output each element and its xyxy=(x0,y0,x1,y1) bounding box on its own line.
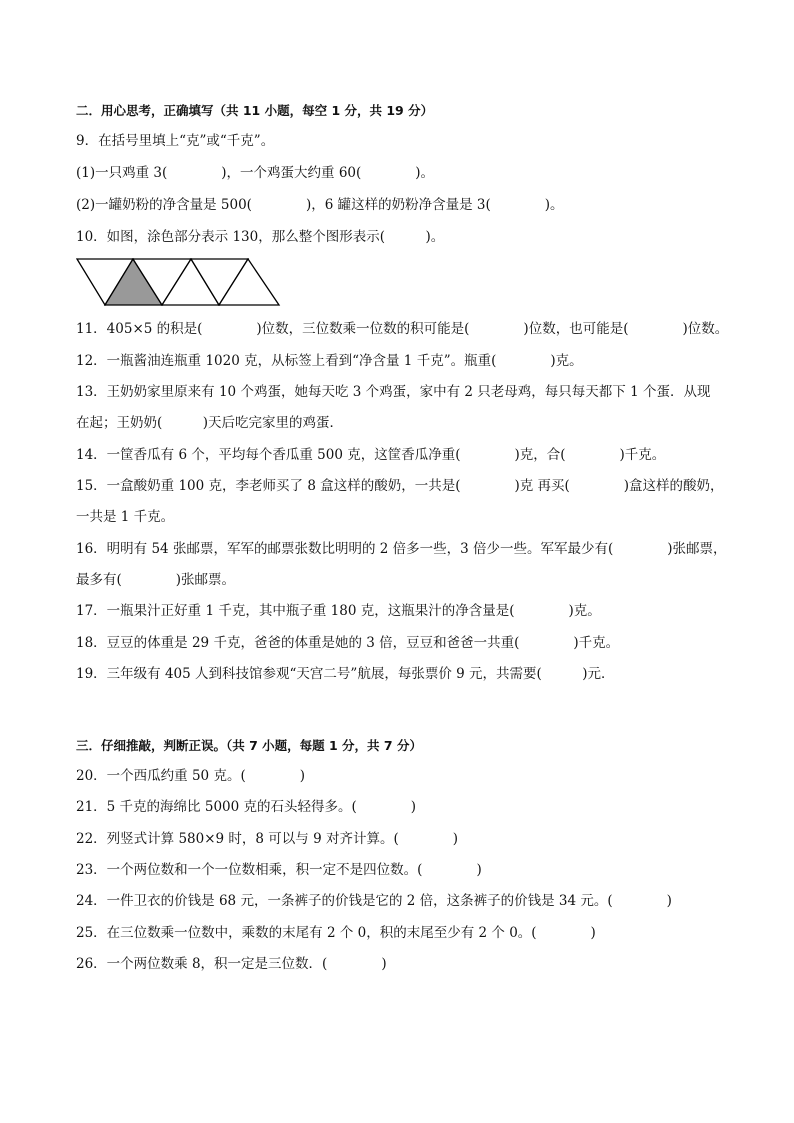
question-21: 21．5 千克的海绵比 5000 克的石头轻得多。( ) xyxy=(76,799,417,815)
question-22: 22．列竖式计算 580×9 时，8 可以与 9 对齐计算。( ) xyxy=(76,831,459,847)
triangle-strip-figure xyxy=(76,258,282,306)
question-10: 10．如图，涂色部分表示 130，那么整个图形表示( )。 xyxy=(76,229,445,245)
question-20: 20．一个西瓜约重 50 克。( ) xyxy=(76,768,305,784)
question-9-part-2: (2)一罐奶粉的净含量是 500( )，6 罐这样的奶粉净含量是 3( )。 xyxy=(76,197,564,213)
question-16: 16．明明有 54 张邮票，军军的邮票张数比明明的 2 倍多一些，3 倍少一些。军军最少有( )张邮票， xyxy=(76,541,727,557)
question-12: 12．一瓶酱油连瓶重 1020 克，从标签上看到“净含量 1 千克”。瓶重( )克。 xyxy=(76,353,583,369)
question-14: 14．一筐香瓜有 6 个，平均每个香瓜重 500 克，这筐香瓜净重( )克，合( )千克。 xyxy=(76,447,666,463)
question-19: 19．三年级有 405 人到科技馆参观“天宫二号”航展，每张票价 9 元，共需要( )元． xyxy=(76,666,615,682)
question-13-continued: 在起；王奶奶( )天后吃完家里的鸡蛋． xyxy=(76,415,344,431)
question-9-part-1: (1)一只鸡重 3( )，一个鸡蛋大约重 60( )。 xyxy=(76,165,435,181)
question-9: 9．在括号里填上“克”或“千克”。 xyxy=(76,133,275,149)
question-25: 25．在三位数乘一位数中，乘数的末尾有 2 个 0，积的末尾至少有 2 个 0。( ) xyxy=(76,925,596,941)
section-2-heading: 二．用心思考，正确填写（共 11 小题，每空 1 分，共 19 分） xyxy=(76,103,434,118)
question-15: 15．一盒酸奶重 100 克，李老师买了 8 盒这样的酸奶，一共是( )克 再买( )盒这样的酸奶， xyxy=(76,478,724,494)
question-16-continued: 最多有( )张邮票。 xyxy=(76,572,236,588)
question-15-continued: 一共是 1 千克。 xyxy=(76,509,175,525)
question-18: 18．豆豆的体重是 29 千克，爸爸的体重是她的 3 倍，豆豆和爸爸一共重( )千克。 xyxy=(76,635,620,651)
question-13: 13．王奶奶家里原来有 10 个鸡蛋，她每天吃 3 个鸡蛋，家中有 2 只老母鸡，每只每天都下 1 个蛋．从现 xyxy=(76,384,711,400)
section-3-heading: 三．仔细推敲，判断正误。（共 7 小题，每题 1 分，共 7 分） xyxy=(76,738,422,753)
question-17: 17．一瓶果汁正好重 1 千克，其中瓶子重 180 克，这瓶果汁的净含量是( )克。 xyxy=(76,603,601,619)
question-11: 11．405×5 的积是( )位数，三位数乘一位数的积可能是( )位数，也可能是( )位数。 xyxy=(76,321,729,337)
question-24: 24．一件卫衣的价钱是 68 元，一条裤子的价钱是它的 2 倍，这条裤子的价钱是 34 元。( ) xyxy=(76,893,672,909)
question-26: 26．一个两位数乘 8，积一定是三位数．( ) xyxy=(76,956,387,972)
question-23: 23．一个两位数和一个一位数相乘，积一定不是四位数。( ) xyxy=(76,862,482,878)
